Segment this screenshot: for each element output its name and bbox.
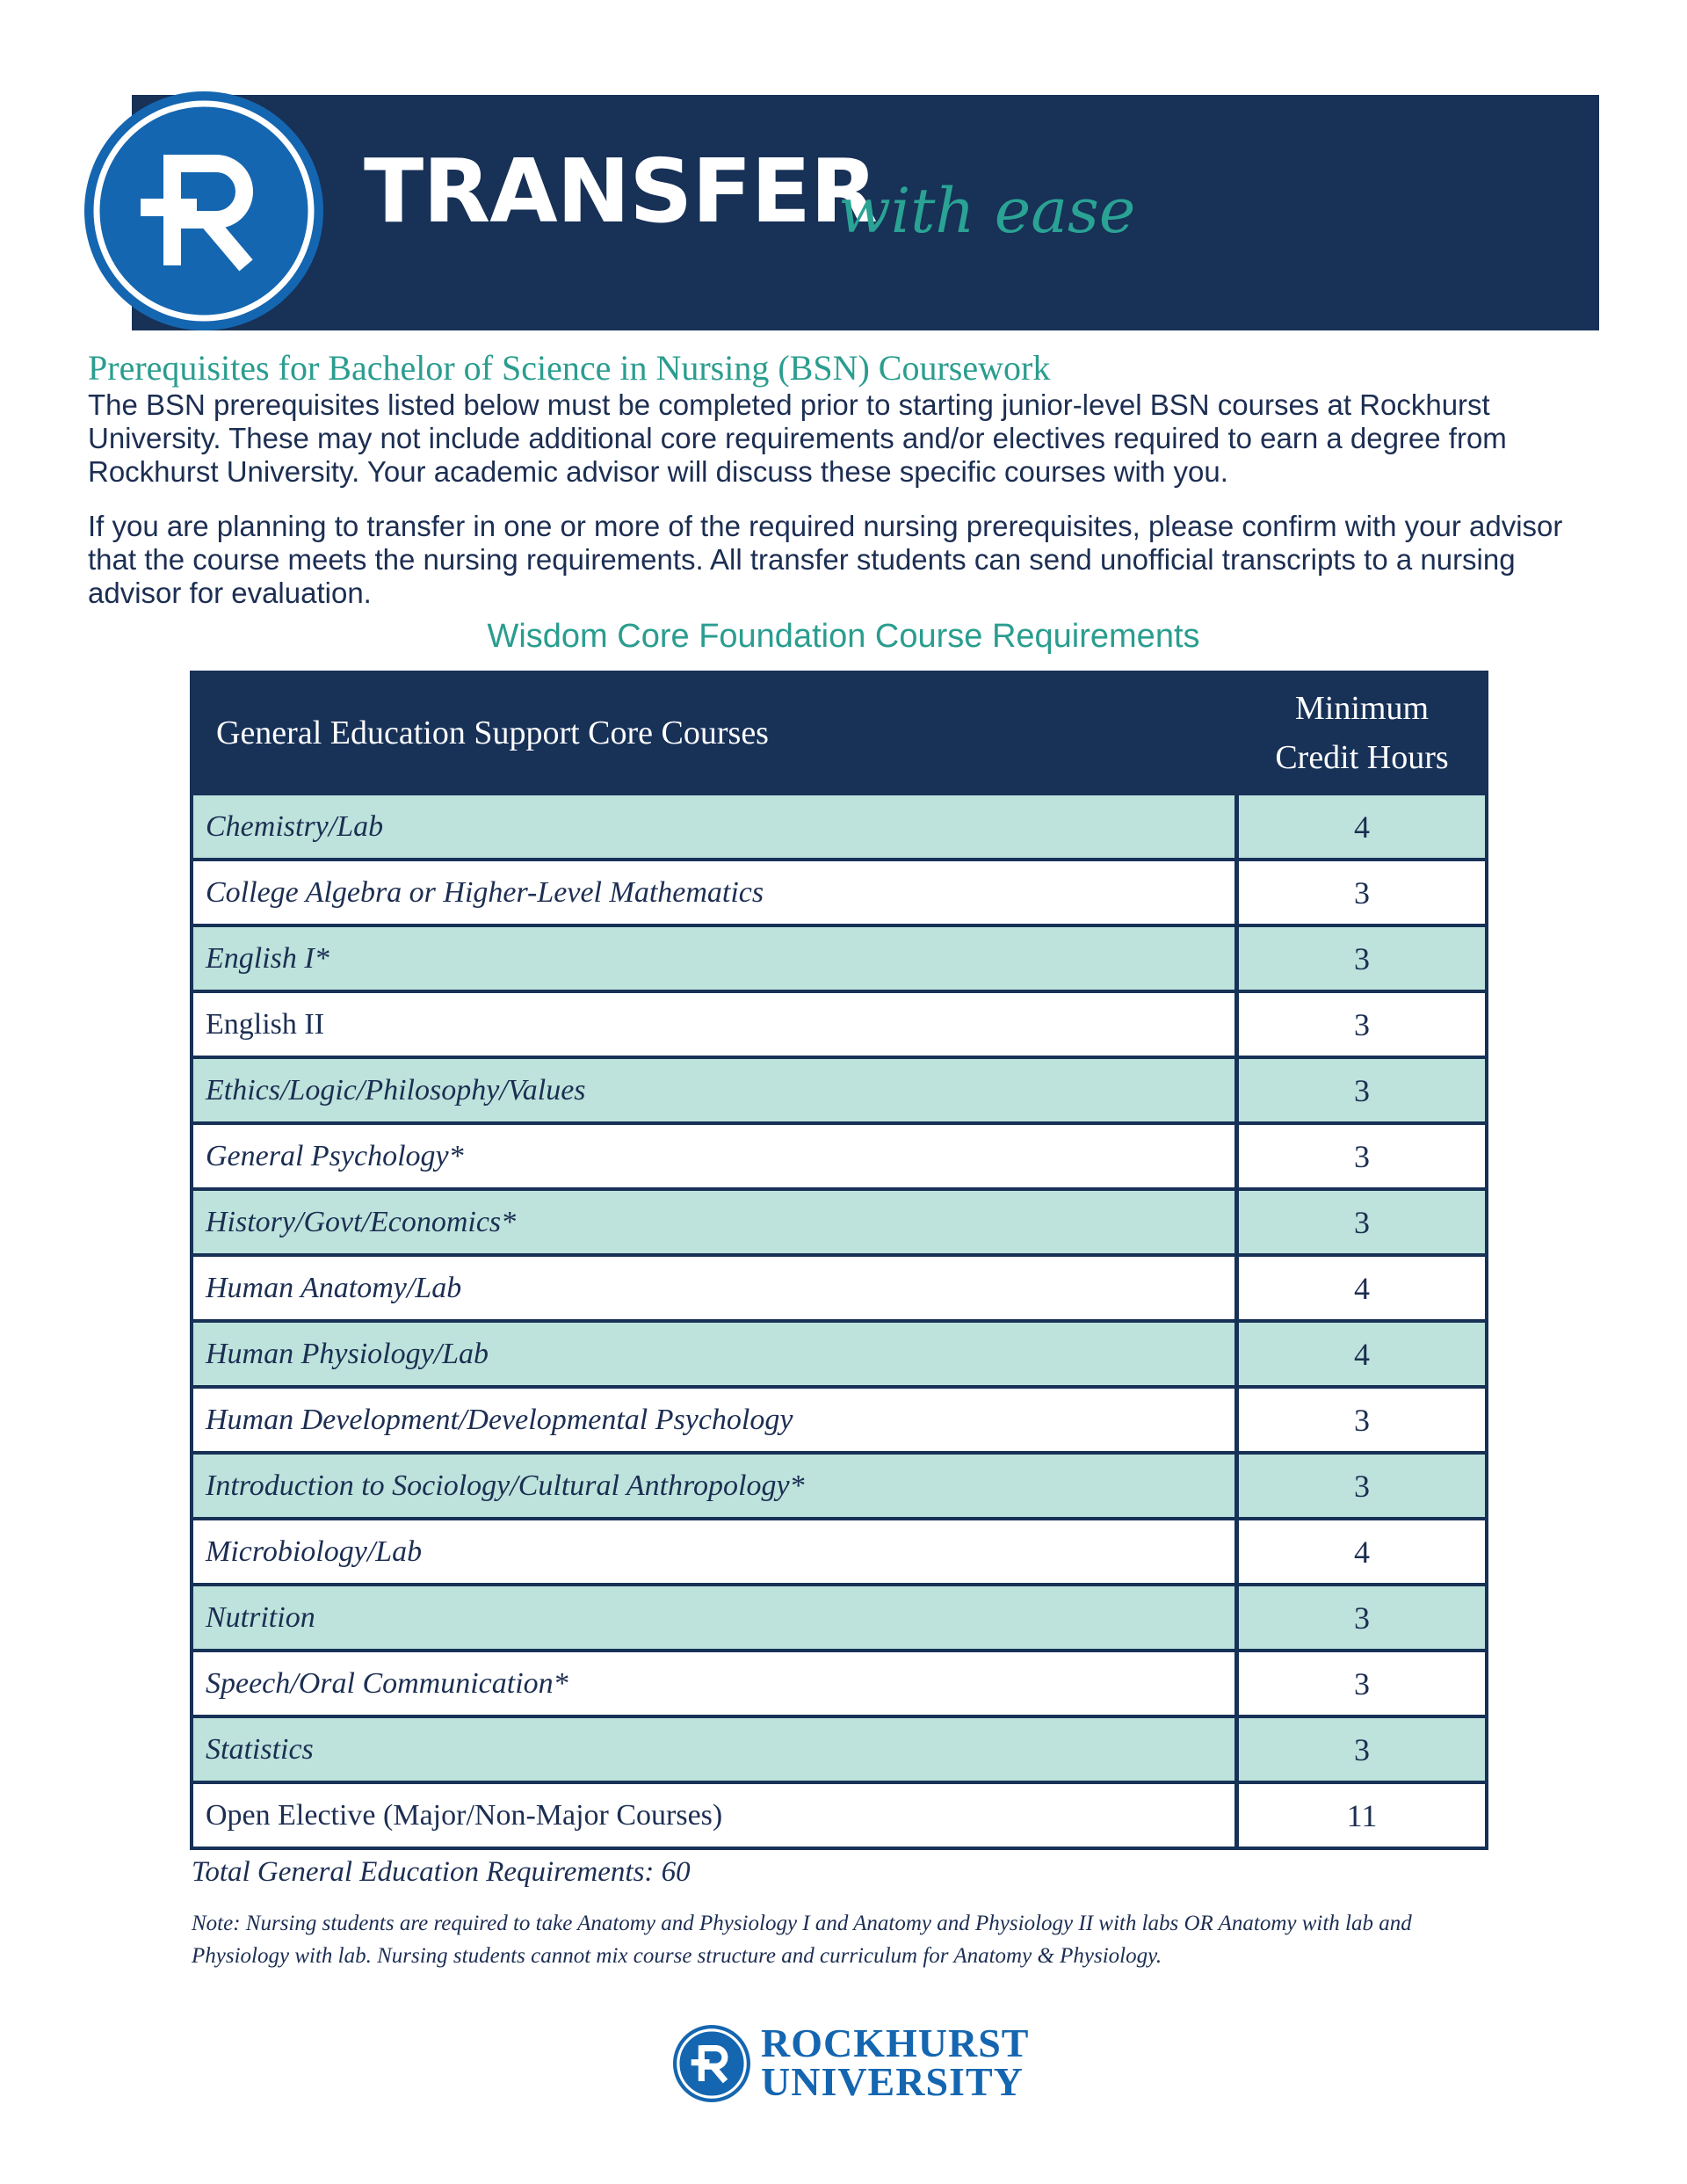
table-row (193, 1125, 1485, 1187)
table-row (193, 1191, 1485, 1253)
course-name: Open Elective (Major/Non-Major Courses) (193, 1784, 1234, 1847)
banner-title: TRANSFER (364, 140, 877, 243)
table-row (193, 993, 1485, 1056)
column-header-hours-line2: Credit Hours (1275, 739, 1449, 776)
credit-hours: 4 (1239, 1257, 1485, 1319)
course-name: Human Physiology/Lab (193, 1323, 1234, 1385)
course-name: College Algebra or Higher-Level Mathematics (193, 861, 1234, 924)
table-row (193, 1586, 1485, 1649)
footer-name-line1: ROCKHURST (761, 2021, 1030, 2065)
table-row (193, 1520, 1485, 1583)
course-name: History/Govt/Economics* (193, 1191, 1234, 1253)
course-name: Chemistry/Lab (193, 795, 1234, 858)
credit-hours: 3 (1239, 1455, 1485, 1517)
footer-name-line2: UNIVERSITY (761, 2059, 1024, 2104)
column-header-hours-line1: Minimum (1294, 690, 1430, 727)
table-row (193, 1784, 1485, 1847)
table-row (193, 1257, 1485, 1319)
banner-subtitle: with ease (838, 175, 1136, 247)
table-heading: Wisdom Core Foundation Course Requirements (487, 618, 1200, 655)
credit-hours: 3 (1239, 1718, 1485, 1781)
table-row (193, 861, 1485, 924)
column-header-hours (1239, 674, 1485, 792)
anatomy-note: Note: Nursing students are required to take Anatomy and Physiology I and Anatomy and Physiology II with labs OR Anatomy with lab and Physiology with lab. Nursing students cannot mix course structure and curriculum for Anatomy & Physiology. (192, 1912, 1412, 1968)
credit-hours: 3 (1239, 1125, 1485, 1187)
credit-hours: 3 (1239, 861, 1485, 924)
table-row (193, 795, 1485, 858)
column-header-course: General Education Support Core Courses (216, 715, 769, 751)
credit-hours: 4 (1239, 1520, 1485, 1583)
credit-hours: 3 (1239, 993, 1485, 1056)
course-name: General Psychology* (193, 1125, 1234, 1187)
credit-hours: 4 (1239, 795, 1485, 858)
requirements-table (190, 671, 1488, 1850)
total-requirements: Total General Education Requirements: 60 (192, 1856, 691, 1888)
course-name: English I* (193, 927, 1234, 990)
rockhurst-logo-icon (84, 91, 323, 330)
credit-hours: 3 (1239, 1652, 1485, 1715)
footer-university-name (761, 2021, 1030, 2104)
course-name: Microbiology/Lab (193, 1520, 1234, 1583)
intro-paragraph-2: If you are planning to transfer in one or more of the required nursing prerequisites, please confirm with your advisor that the course meets the nursing requirements. All transfer students can send unofficial transcripts to a nursing advisor for evaluation. (88, 510, 1563, 609)
credit-hours: 3 (1239, 927, 1485, 990)
table-row (193, 1652, 1485, 1715)
credit-hours: 3 (1239, 1059, 1485, 1121)
credit-hours: 3 (1239, 1586, 1485, 1649)
table-row (193, 1718, 1485, 1781)
table-header-row (193, 674, 1485, 792)
course-name: Introduction to Sociology/Cultural Anthropology* (193, 1455, 1234, 1517)
course-name: Human Development/Developmental Psychology (193, 1389, 1234, 1451)
table-row (193, 1323, 1485, 1385)
section-heading: Prerequisites for Bachelor of Science in Nursing (BSN) Coursework (88, 348, 1051, 388)
credit-hours: 4 (1239, 1323, 1485, 1385)
course-name: Speech/Oral Communication* (193, 1652, 1234, 1715)
course-name: English II (193, 993, 1234, 1056)
footer-logo-icon (673, 2025, 750, 2102)
course-name: Statistics (193, 1718, 1234, 1781)
course-name: Nutrition (193, 1586, 1234, 1649)
credit-hours: 3 (1239, 1389, 1485, 1451)
course-name: Human Anatomy/Lab (193, 1257, 1234, 1319)
credit-hours: 3 (1239, 1191, 1485, 1253)
intro-paragraph-1: The BSN prerequisites listed below must be completed prior to starting junior-level BSN courses at Rockhurst University. These may not include additional core requirements and/or electives required to earn a degree from Rockhurst University. Your academic advisor will discuss these specific courses with you. (88, 388, 1507, 488)
table-row (193, 1059, 1485, 1121)
course-name: Ethics/Logic/Philosophy/Values (193, 1059, 1234, 1121)
credit-hours: 11 (1239, 1784, 1485, 1847)
table-row (193, 1455, 1485, 1517)
table-row (193, 927, 1485, 990)
table-row (193, 1389, 1485, 1451)
